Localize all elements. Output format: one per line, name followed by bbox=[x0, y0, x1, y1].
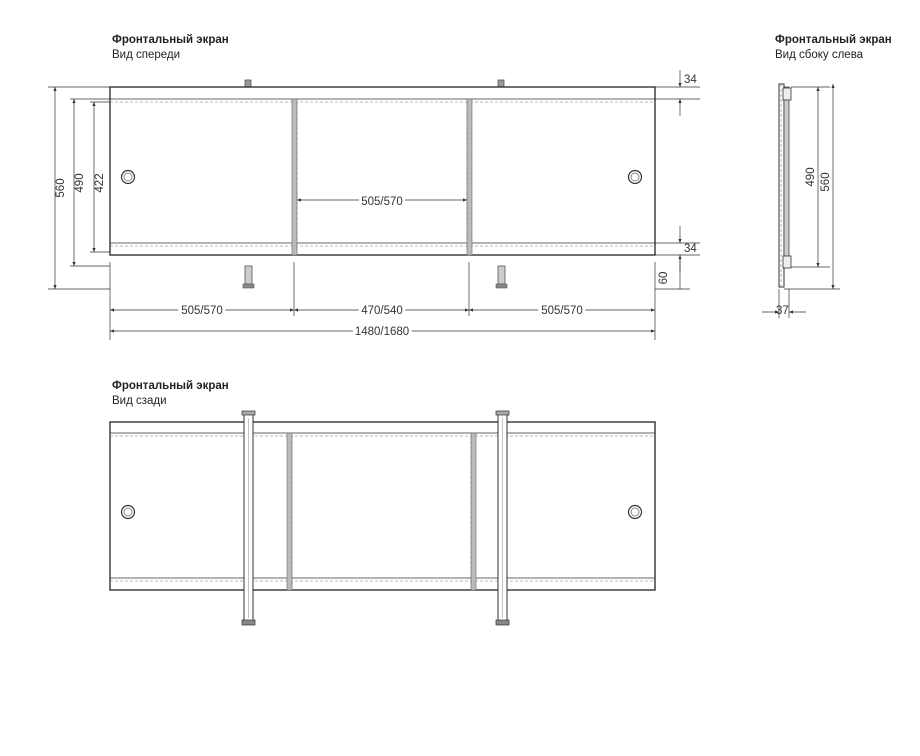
back-view-drawing bbox=[110, 411, 655, 625]
side-view-subtitle: Вид сбоку слева bbox=[775, 49, 864, 61]
front-view-drawing bbox=[110, 80, 655, 288]
dim-total-height: 560 bbox=[55, 178, 67, 198]
front-view-dimension-labels bbox=[55, 74, 697, 338]
dim-right-width: 505/570 bbox=[541, 305, 583, 317]
side-top-clip bbox=[783, 88, 791, 100]
back-left-panel-edge bbox=[287, 433, 292, 590]
side-dim-total-height: 560 bbox=[820, 172, 832, 192]
back-view-title: Фронтальный экран bbox=[112, 380, 229, 392]
dim-total-width: 1480/1680 bbox=[354, 326, 410, 338]
dim-leg-height: 60 bbox=[658, 271, 670, 285]
dim-left-width: 505/570 bbox=[181, 305, 223, 317]
dim-center-width: 470/540 bbox=[361, 305, 403, 317]
back-view-subtitle: Вид сзади bbox=[112, 395, 167, 407]
dim-bottom-rail: 34 bbox=[684, 243, 697, 255]
left-panel-edge bbox=[292, 99, 297, 255]
side-dim-inner-height: 490 bbox=[805, 167, 817, 187]
side-inner bbox=[784, 87, 789, 267]
side-view-dimensions bbox=[762, 84, 840, 318]
front-view-title: Фронтальный экран bbox=[112, 34, 229, 46]
back-frame bbox=[110, 422, 655, 590]
dim-center-visible: 505/570 bbox=[361, 196, 403, 208]
top-pin-left bbox=[245, 80, 251, 87]
dim-top-rail: 34 bbox=[684, 74, 697, 86]
side-view-title: Фронтальный экран bbox=[775, 34, 892, 46]
dim-inner-height: 490 bbox=[74, 173, 86, 193]
right-panel-edge bbox=[467, 99, 472, 255]
right-handle bbox=[629, 171, 642, 184]
leg-left bbox=[245, 266, 252, 284]
back-left-handle bbox=[122, 506, 135, 519]
top-pin-right bbox=[498, 80, 504, 87]
front-view-subtitle: Вид спереди bbox=[112, 49, 181, 61]
back-right-panel-edge bbox=[471, 433, 476, 590]
side-dim-depth: 37 bbox=[776, 305, 789, 317]
leg-right bbox=[498, 266, 505, 284]
side-view-drawing bbox=[779, 84, 791, 287]
front-frame bbox=[110, 87, 655, 255]
left-handle bbox=[122, 171, 135, 184]
back-right-handle bbox=[629, 506, 642, 519]
side-bottom-clip bbox=[783, 256, 791, 268]
dim-panel-height: 422 bbox=[94, 173, 106, 193]
